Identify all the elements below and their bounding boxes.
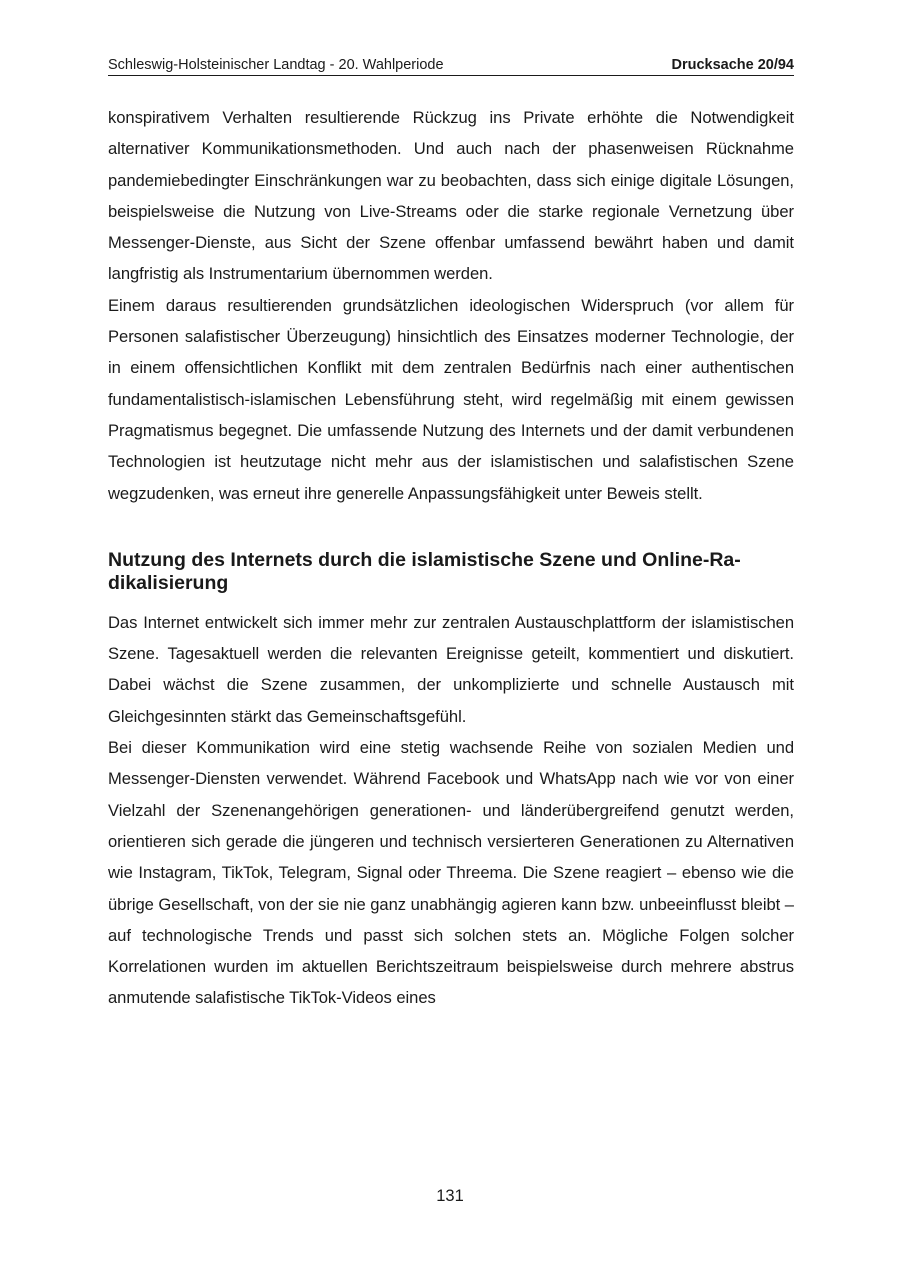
- paragraph-2: Einem daraus resultierenden grundsätzlichen ideologischen Widerspruch (vor allem für Personen salafistischer Überzeugung) hinsichtlich des Einsatzes moderner Technologie, der in einem offensichtlichen Konflikt mit dem zentralen Bedürfnis nach einer authentischen fundamentalistisch-islamischen Lebensführung steht, wird regelmäßig mit einem gewissen Pragmatismus begegnet. Die umfassende Nutzung des Internets und der damit verbundenen Technologien ist heutzutage nicht mehr aus der islamistischen und salafistischen Szene wegzudenken, was erneut ihre generelle Anpassungsfähigkeit unter Beweis stellt.: [108, 295, 794, 503]
- page-header: [108, 55, 794, 76]
- paragraph-1: konspirativem Verhalten resultierende Rückzug ins Private erhöhte die Notwendigkeit alternativer Kommunikationsmethoden. Und auch nach der phasenweisen Rücknahme pandemiebedingter Einschränkungen war zu beobachten, dass sich einige digitale Lösungen, beispielsweise die Nutzung von Live-Streams oder die starke regionale Vernetzung über Messenger-Dienste, aus Sicht der Szene offenbar umfassend bewährt haben und damit langfristig als Instrumentarium übernommen werden.: [108, 108, 794, 284]
- document-number: Drucksache 20/94: [671, 57, 794, 73]
- section-heading: Nutzung des Internets durch die islamistische Szene und Online-Radikalisierung: [108, 548, 741, 594]
- page-content: [108, 102, 794, 1014]
- paragraph-4: Bei dieser Kommunikation wird eine stetig wachsende Reihe von sozialen Medien und Messenger-Diensten verwendet. Während Facebook und WhatsApp nach wie vor von einer Vielzahl der Szenenangehörigen generationen- und länderübergreifend genutzt werden, orientieren sich gerade die jüngeren und technisch versierteren Generationen zu Alternativen wie Instagram, TikTok, Telegram, Signal oder Threema. Die Szene reagiert – ebenso wie die übrige Gesellschaft, von der sie nie ganz unabhängig agieren kann bzw. unbeeinflusst bleibt – auf technologische Trends und passt sich solchen stets an. Mögliche Folgen solcher Korrelationen wurden im aktuellen Berichtszeitraum beispielsweise durch mehrere abstrus anmutende salafistische TikTok-Videos eines: [108, 738, 794, 1008]
- paragraph-3: Das Internet entwickelt sich immer mehr zur zentralen Austauschplattform der islamistischen Szene. Tagesaktuell werden die relevanten Ereignisse geteilt, kommentiert und diskutiert. Dabei wächst die Szene zusammen, der unkomplizierte und schnelle Austausch mit Gleichgesinnten stärkt das Gemeinschaftsgefühl.: [108, 612, 794, 726]
- header-title: Schleswig-Holsteinischer Landtag - 20. Wahlperiode: [108, 57, 444, 73]
- page-number: 131: [436, 1187, 464, 1205]
